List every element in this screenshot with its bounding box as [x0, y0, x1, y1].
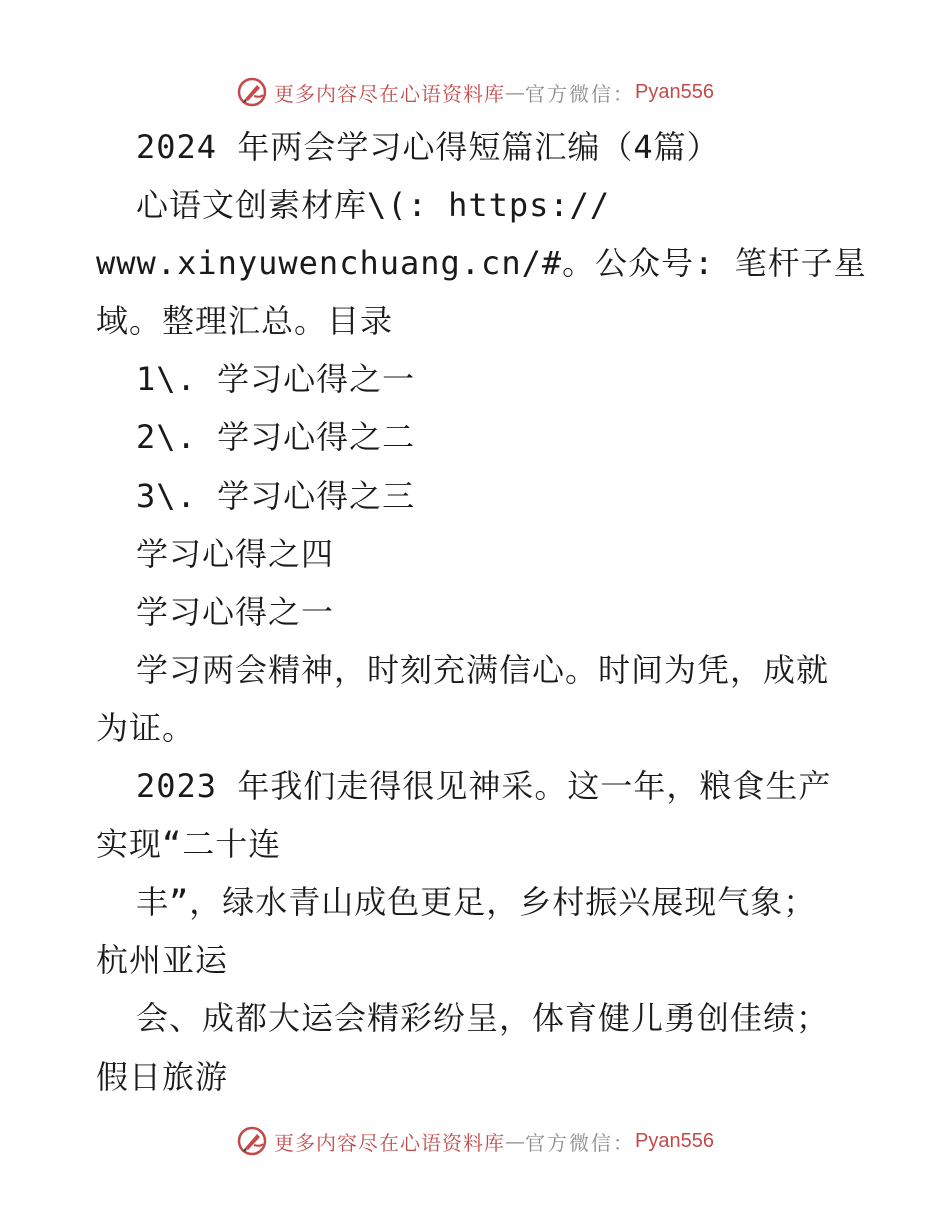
doc-line: 域。整理汇总。目录 [96, 302, 394, 341]
toc-item: 1\. 学习心得之一 [136, 360, 416, 399]
doc-line: 丰”，绿水青山成色更足，乡村振兴展现气象； [136, 883, 817, 922]
watermark-id-text: Pyan556 [635, 80, 714, 103]
watermark-main-text: 更多内容尽在心语资料库 [274, 1130, 506, 1155]
header-watermark [0, 72, 950, 112]
watermark-banner [236, 76, 714, 108]
document-body [96, 118, 866, 1106]
watermark-banner [236, 1125, 714, 1157]
watermark-sub-text: 官方微信： [525, 1130, 636, 1155]
section-heading: 学习心得之一 [136, 592, 335, 631]
watermark-sub-text: 官方微信： [525, 81, 636, 106]
doc-line: 杭州亚运 [96, 941, 229, 980]
pen-logo-icon [236, 76, 268, 108]
doc-line: 假日旅游 [96, 1057, 229, 1096]
doc-line: 心语文创素材库\(: https:// [136, 186, 611, 225]
watermark-separator: — [505, 1129, 526, 1153]
doc-title: 2024 年两会学习心得短篇汇编（4篇） [136, 128, 720, 166]
toc-item: 学习心得之四 [136, 534, 335, 573]
toc-item: 2\. 学习心得之二 [136, 418, 416, 457]
watermark-main-text: 更多内容尽在心语资料库 [274, 81, 506, 106]
doc-line: 学习两会精神，时刻充满信心。时间为凭，成就 [136, 650, 830, 689]
footer-watermark [0, 1121, 950, 1161]
watermark-id-text: Pyan556 [635, 1129, 714, 1152]
doc-line: 实现“二十连 [96, 825, 282, 864]
doc-line: www.xinyuwenchuang.cn/#。公众号: 笔杆子星 [96, 244, 867, 283]
doc-line: 为证。 [96, 708, 196, 747]
pen-logo-icon [236, 1125, 268, 1157]
doc-line: 会、成都大运会精彩纷呈，体育健儿勇创佳绩； [136, 999, 830, 1038]
toc-item: 3\. 学习心得之三 [136, 476, 416, 515]
watermark-separator: — [505, 80, 526, 104]
doc-line: 2023 年我们走得很见神采。这一年，粮食生产 [136, 767, 832, 806]
